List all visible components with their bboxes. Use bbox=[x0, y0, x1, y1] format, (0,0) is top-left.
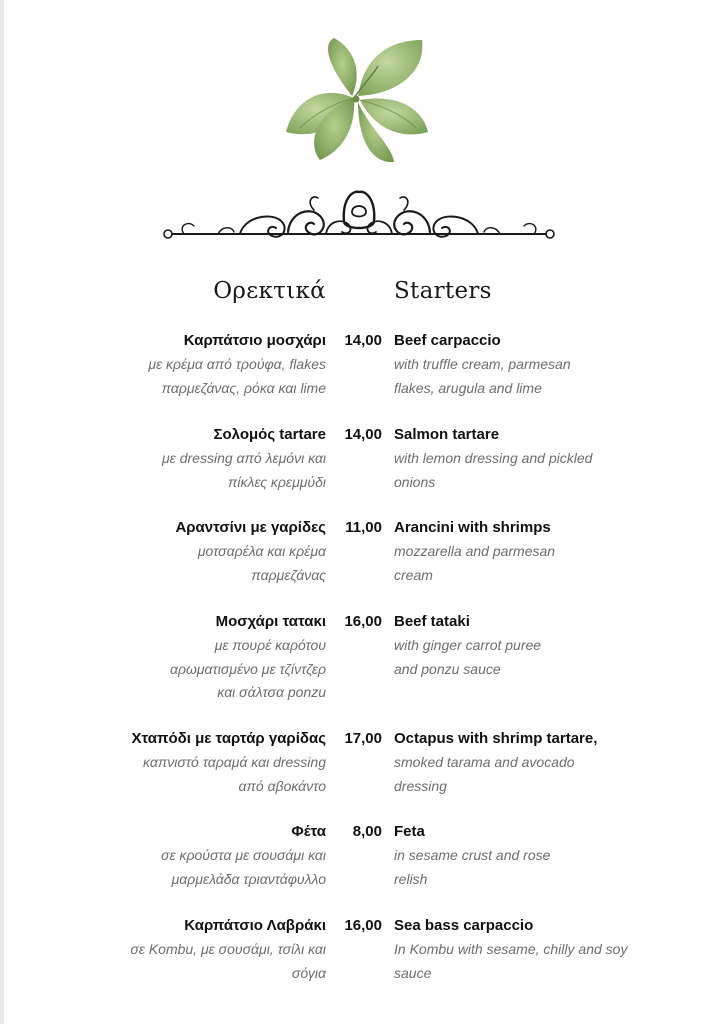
greek-item-desc-line: σε κρούστα με σουσάμι και bbox=[161, 847, 326, 863]
greek-item-desc-line: από αβοκάντο bbox=[238, 777, 326, 794]
basil-leaves-image bbox=[282, 36, 432, 164]
english-item-name: Arancini with shrimps bbox=[394, 519, 551, 536]
item-price: 8,00 bbox=[352, 823, 382, 840]
greek-item-desc-line: σόγια bbox=[291, 964, 326, 981]
english-item-name: Beef carpaccio bbox=[394, 332, 501, 349]
english-column bbox=[394, 820, 694, 891]
english-item-desc-line: with truffle cream, parmesan bbox=[394, 356, 571, 372]
english-item-name: Octapus with shrimp tartare, bbox=[394, 730, 598, 747]
greek-column bbox=[0, 914, 326, 985]
greek-item-name: Φέτα bbox=[291, 823, 326, 840]
english-column bbox=[394, 727, 694, 798]
greek-item-name: Καρπάτσιο μοσχάρι bbox=[183, 332, 326, 349]
item-price: 16,00 bbox=[344, 917, 382, 934]
english-item-desc-line: relish bbox=[394, 870, 428, 887]
greek-item-name: Καρπάτσιο Λαβράκι bbox=[184, 917, 326, 934]
greek-item-desc-line: αρωματισμένο με τζίντζερ bbox=[169, 660, 326, 677]
item-price: 16,00 bbox=[344, 613, 382, 630]
english-item-desc-line: sauce bbox=[394, 964, 432, 981]
greek-item-name: Αραντσίνι με γαρίδες bbox=[175, 519, 326, 536]
english-item-desc-line: smoked tarama and avocado bbox=[394, 754, 575, 770]
english-item-desc-line: cream bbox=[394, 566, 433, 583]
english-item-desc-line: mozzarella and parmesan bbox=[394, 543, 556, 559]
english-item-desc-line: and ponzu sauce bbox=[394, 660, 501, 677]
english-item-desc-line: onions bbox=[394, 473, 436, 490]
greek-column bbox=[0, 820, 326, 891]
greek-item-desc-line: καπνιστό ταραμά και dressing bbox=[143, 754, 326, 770]
english-item-name: Sea bass carpaccio bbox=[394, 917, 534, 934]
greek-item-desc-line: πίκλες κρεμμύδι bbox=[228, 473, 326, 490]
english-column bbox=[394, 610, 694, 681]
item-price: 17,00 bbox=[344, 730, 382, 747]
greek-item-name: Χταπόδι με ταρτάρ γαρίδας bbox=[131, 730, 326, 747]
greek-column bbox=[0, 610, 326, 705]
english-column bbox=[394, 423, 694, 494]
heading-english: Starters bbox=[394, 278, 492, 304]
item-price: 14,00 bbox=[344, 332, 382, 349]
english-item-desc-line: In Kombu with sesame, chilly and soy bbox=[394, 941, 628, 957]
greek-item-desc-line: παρμεζάνας bbox=[251, 566, 326, 583]
greek-item-desc-line: με πουρέ καρότου bbox=[214, 637, 326, 653]
english-item-desc-line: flakes, arugula and lime bbox=[394, 379, 542, 396]
item-price: 14,00 bbox=[344, 426, 382, 443]
greek-item-name: Σολομός tartare bbox=[213, 426, 326, 443]
heading-greek: Ορεκτικά bbox=[213, 278, 326, 304]
greek-item-desc-line: μαρμελάδα τριαντάφυλλο bbox=[171, 870, 326, 887]
greek-item-desc-line: με dressing από λεμόνι και bbox=[162, 450, 326, 466]
english-item-name: Feta bbox=[394, 823, 425, 840]
greek-column bbox=[0, 727, 326, 798]
ornamental-divider bbox=[158, 182, 560, 244]
item-price: 11,00 bbox=[345, 519, 382, 536]
greek-column bbox=[0, 516, 326, 587]
english-column bbox=[394, 516, 694, 587]
english-item-name: Salmon tartare bbox=[394, 426, 500, 443]
greek-item-desc-line: μοτσαρέλα και κρέμα bbox=[197, 543, 326, 559]
greek-item-desc-line: και σάλτσα ponzu bbox=[217, 684, 326, 700]
english-column bbox=[394, 914, 694, 985]
english-item-desc-line: with ginger carrot puree bbox=[394, 637, 542, 653]
greek-item-name: Μοσχάρι τατακι bbox=[215, 613, 326, 630]
english-item-desc-line: with lemon dressing and pickled bbox=[394, 450, 593, 466]
greek-item-desc-line: με κρέμα από τρούφα, flakes bbox=[148, 356, 326, 372]
english-column bbox=[394, 329, 694, 400]
greek-item-desc-line: σε Kombu, με σουσάμι, τσίλι και bbox=[130, 941, 326, 957]
greek-column bbox=[0, 423, 326, 494]
english-item-desc-line: in sesame crust and rose bbox=[394, 847, 551, 863]
english-item-name: Beef tataki bbox=[394, 613, 470, 630]
greek-column bbox=[0, 329, 326, 400]
english-item-desc-line: dressing bbox=[394, 777, 447, 794]
greek-item-desc-line: παρμεζάνας, ρόκα και lime bbox=[161, 379, 326, 396]
